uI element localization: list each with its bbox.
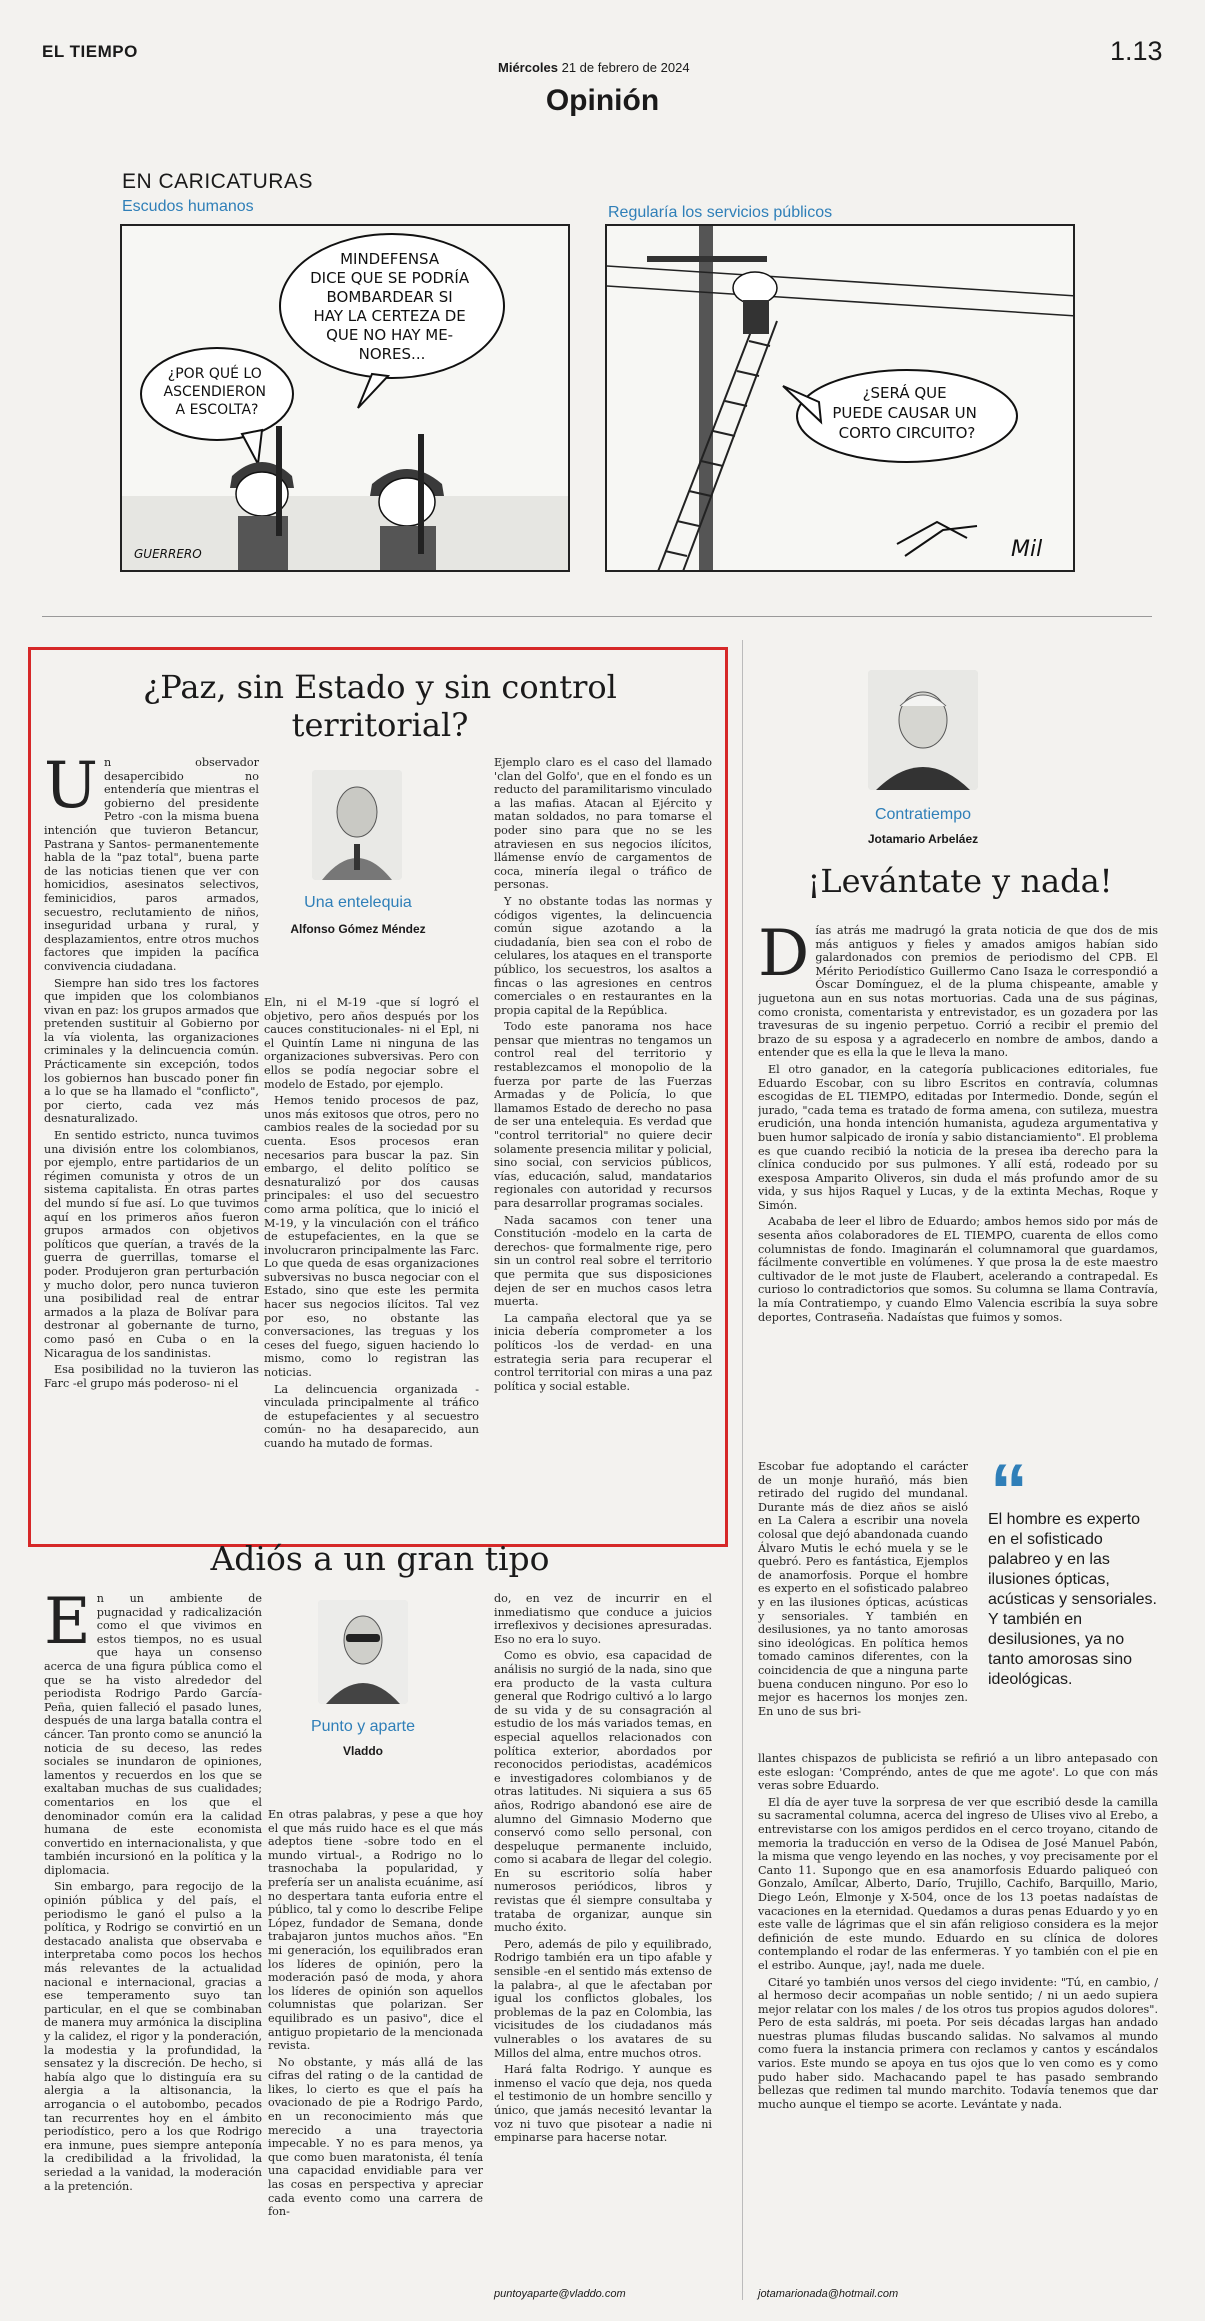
cartoon-right-title: Regularía los servicios públicos [608, 204, 833, 221]
adios-headline: Adiós a un gran tipo [210, 1539, 550, 1578]
paz-column-3 [494, 756, 712, 1536]
cartoon-right-drawing [607, 226, 1075, 572]
paz-c1-p4: Esa posibilidad no la tuvieron las Farc -el grupo más poderoso- ni el [44, 1363, 259, 1390]
quote-icon: “ [990, 1449, 1028, 1534]
paz-c2-p3: La delincuencia organizada -vinculada principalmente al tráfico de estupefacientes y al secuestro común- no ha desaparecido, aun cuando ha mutado de formas. [264, 1382, 479, 1450]
date-day: Miércoles [498, 60, 558, 75]
paz-c1-p3: En sentido estricto, nunca tuvimos una división entre los colombianos, por ejemplo, entre partidarios de un régimen comunista y otros de un sistema capitalista. En otras partes del mundo sí fue así. Lo que tuvimos aquí en los primeros años fueron grupos armados con objetivos políticos que querían, a través de la guerra de guerrillas, tomarse el poder. Produjeron gran perturbación y mucho dolor, pero nunca tuvieron una posibilidad real de entrar armados a la plaza de Bolívar para destronar al gobernante de turno, como pasó en Cuba o en la Nicaragua de los sandinistas. [44, 1129, 259, 1360]
lev-top-p3: Acababa de leer el libro de Eduardo; ambos hemos sido por más de sesenta años colaboradores de EL TIEMPO, cuarenta de ellos como columnistas de fondo. Imaginarán el columnamoral que guardamos, fácilmente convertible en volúmenes. Y que prosa la de este maestro cultivador de le mot juste de Flaubert, acelerando a contrapedal. Es curioso lo contradictorios que somos. Su columna se llama Contravía, la mía Contratiempo, y cuando Elmo Valencia escribía la suya sobre deportes, Contraseña. Nadaístas que fuimos y somos. [758, 1215, 1158, 1324]
bubble1-line3: BOMBARDEAR SI [326, 288, 453, 306]
author-photo-gomez [312, 770, 402, 880]
cartoon-left-signature: GUERRERO [134, 547, 202, 561]
newspaper-logo: EL TIEMPO [42, 42, 138, 61]
lev-bottom-p1: llantes chispazos de publicista se refirió a un libro antepasado con este eslogan: 'Compréndo, antes de que me agote'. Lo que con más veras sobre Eduardo. [758, 1752, 1158, 1793]
adios-column-1 [44, 1592, 262, 2282]
paz-c1-p1: n observador desapercibido no entendería que mientras el gobierno del presidente Petro -con la misma buena intención que tuvieron Betancur, Pastrana y Santos- permanentemente habla de la "paz total", buena parte de las noticias tienen que ver con homicidios, asesinatos selectivos, feminicidios, paros armados, secuestro, reclutamiento de niños, inseguridad urbana y rural, y desplazamientos, entre otros muchos factores que impiden la pacífica convivencia ciudadana. [44, 756, 259, 973]
lev-author: Jotamario Arbeláez [867, 832, 979, 846]
bubble3-line3: CORTO CIRCUITO? [838, 424, 976, 442]
paz-c2-p2: Hemos tenido procesos de paz, unos más exitosos que otros, pero no cambios reales de la sociedad por su cuenta. Esos procesos eran necesarios para buscar la paz. Sin embargo, el delito político se desnaturalizó por dos causas principales: el uso del secuestro como arma política, que lo inició el M-19, y la vinculación con el tráfico de estupefacientes, en la que se involucraron principalmente las Farc. Lo que queda de esas organizaciones subversivas no busca negociar con el Estado, sino que este les permita hacer sus negocios ilícitos. Tal vez por eso, no obstante las conversaciones, las treguas y los ceses del fuego, siguen haciendo lo mismo, como lo registran las noticias. [264, 1094, 479, 1380]
lev-column-narrow [758, 1460, 968, 1750]
paz-c1-p2: Siempre han sido tres los factores que impiden que los colombianos vivan en paz: los grupos armados que pretenden sustituir al Gobierno por la vía violenta, las organizaciones criminales y la delincuencia común. Prácticamente sin excepción, todos los gobiernos han buscado poner fin a lo que se ha llamado el "conflicto", por cierto, cada vez más desnaturalizado. [44, 976, 259, 1126]
lev-email[interactable]: jotamarionada@hotmail.com [758, 2288, 899, 2300]
cartoon-escudos-humanos [120, 224, 570, 572]
bubble1-line4: HAY LA CERTEZA DE [313, 307, 466, 325]
page-number: 1.13 [1110, 36, 1163, 66]
adios-column-2 [268, 1808, 483, 2282]
paz-column-name: Una entelequia [304, 894, 412, 911]
bubble3-line1: ¿SERÁ QUE [862, 384, 947, 402]
paz-c3-p1: Ejemplo claro es el caso del llamado 'clan del Golfo', que en el fondo es un reducto del paramilitarismo vinculado a las mafias. Atacan al Ejército y matan soldados, no para tomarse el poder sino para que no se les atraviesen en sus negocios ilícitos, llámense envío de cargamentos de coca, minería ilegal o tráfico de personas. [494, 756, 712, 892]
paz-dropcap: U [44, 756, 98, 823]
column-divider [742, 640, 743, 2300]
section-title: Opinión [545, 84, 660, 117]
adios-c1-p1: n un ambiente de pugnacidad y radicalización como el que vivimos en estos tiempos, no es usual que haya un consenso acerca de una figura pública como el que se ha visto alrededor del periodista Rodrigo Pardo García-Peña, quien falleció el pasado lunes, después de una larga batalla contra el cáncer. Tan pronto como se anunció la noticia de su deceso, las redes sociales se inundaron de opiniones, lamentos y recuerdos en los que se exaltaban muchas de sus cualidades; comentarios en los que el denominador común era la calidad humana de este economista convertido en internacionalista, y que también incursionó en la política y la diplomacia. [44, 1592, 262, 1877]
lev-top-p2: El otro ganador, en la categoría publicaciones editoriales, fue Eduardo Escobar, con su libro Escritos en contravía, columnas escogidas de EL TIEMPO, editadas por Intermedio. Donde, según el jurado, "cada tema es tratado de forma amena, con sutileza, muestra erudición, una honda intención humanista, agudeza argumentativa y buen humor salpicado de ironía y sabio distanciamiento". El problema es que cuando recibió la noticia de la presea iba derecho para la clínica conducido por sus pulmones. Y allí está, rodeado por su exesposa Amparito Oliveros, sin duda el más profundo amor de su vida, y sus hijos Raquel y Lucas, y de la extinta Mechas, Roque y Simón. [758, 1062, 1158, 1212]
paz-c3-p5: La campaña electoral que ya se inicia debería comprometer a los políticos -los de verdad- en una estrategia seria para recuperar el control territorial con miras a una paz política y social estable. [494, 1311, 712, 1393]
date-rest: 21 de febrero de 2024 [561, 60, 690, 75]
lev-narrow-p1: Escobar fue adoptando el carácter de un monje hurañó, más bien retirado del rugido del mundanal. Durante más de diez años se aisló en La Calera a escribir una novela colosal que dejó abandonada cuando Álvaro Mutis le echó muela y se le quebró. Pero es fantástica, Ejemplos de anamorfosis. Porque el hombre es experto en el sofisticado palabreo y en las ilusiones ópticas, acústicas y sensoriales. Y también en desilusiones, ya no tanto amorosas sino ideológicas. En política hemos tomado caminos diferentes, con la coincidencia de que a ninguna parte buena conducen ninguno. Por eso lo mejor es hacernos los monjes zen. En uno de sus bri- [758, 1460, 968, 1718]
bubble3-line2: PUEDE CAUSAR UN [832, 404, 977, 422]
adios-column-name: Punto y aparte [310, 1718, 416, 1735]
pull-quote: El hombre es experto en el sofisticado palabreo y en las ilusiones ópticas, acústicas y sensoriales. Y también en desilusiones, ya no tanto amorosas sino ideológicas. [988, 1511, 1157, 1688]
paz-column-1 [44, 756, 259, 1536]
lev-headline: ¡Levántate y nada! [807, 862, 1113, 900]
adios-c2-p2: No obstante, y más allá de las cifras del rating o de la cantidad de likes, lo cierto es que el país ha ovacionado de pie a Rodrigo Pardo, en un reconocimiento más que merecido a una trayectoria impecable. Y no es para menos, ya que como buen maratonista, él tenía una capacidad envidiable para ver las cosas en perspectiva y apreciar cada evento como una carrera de fon- [268, 2055, 483, 2219]
lev-top-p1: ías atrás me madrugó la grata noticia de que dos de mis más antiguos y fieles y amados amigos habían sido galardonados con premios de periodismo del CPB. El Mérito Periodístico Guillermo Cano Isaza le correspondió a Óscar Domínguez, el de la pluma chispeante, amable y juguetona aun en sus notas mortuorias. Cada una de sus páginas, como cronista, comentarista y entrevistador, es un gozadera por las travesuras de su ingenio perpetuo. Corrió a recibir el premio del brazo de su esposa y a agradecerlo en nombre de ambos, dando a entender que es ella la que le lleva la mano. [758, 924, 1158, 1060]
paz-c3-p2: Y no obstante todas las normas y códigos vigentes, la delincuencia común sigue azotando a la ciudadanía, bien sea con el robo de celulares, los ataques en el transporte público, los secuestros, los asaltos a fincas o las agresiones en centros comerciales o en restaurantes en la propia capital de la República. [494, 894, 712, 1017]
adios-c2-p1: En otras palabras, y pese a que hoy el que más ruido hace es el que más adeptos tiene -sobre todo en el mundo virtual-, a Rodrigo no lo trasnochaba la popularidad, y prefería ser un analista ecuánime, así no despertara tanta euforia entre el público, tal y como lo describe Felipe López, fundador de Semana, donde trabajaron juntos muchos años. "En mi generación, los equilibrados eran los líderes de opinión, pero la moderación pasó de moda, y ahora los líderes de opinión son aquellos columnistas que polarizan. Ser equilibrado es un pasivo", dice el antiguo propietario de la mencionada revista. [268, 1808, 483, 2053]
cartoon-right-signature: Mil [1011, 537, 1043, 562]
lev-bottom-p2: El día de ayer tuve la sorpresa de ver que escribió desde la camilla su sacramental columna, acerca del ingreso de Ulises vivo al Erebo, a entrevistarse con los amigos perdidos en el cerco troyano, citando de memoria la traducción en verso de la Odisea de José Manuel Pabón, la misma que vengo leyendo en las noches, y voy precisamente por el Canto 11. Supongo que en esa anamorfosis Eduardo paliqueó con Gonzalo, Amílcar, Alberto, Darío, Trujillo, Cachifo, Barquillo, Mario, Diego León, Elmonje y X-504, once de los 13 poetas nadaístas de vacaciones en la eternidad. Quedamos a duras penas Eduardo y yo en este valle de lágrimas que el sin afán religioso considera es la mejor definición de este mundo. Eduardo en su clínica de dolores contemplando el rodar de las enfermeras. Y yo también con el pie en el estribo. Aunque, ¡ay!, nada me duele. [758, 1795, 1158, 1972]
adios-email[interactable]: puntoyaparte@vladdo.com [494, 2288, 626, 2300]
cartoons-heading: EN CARICATURAS [122, 170, 313, 193]
paz-headline: ¿Paz, sin Estado y sin control territorial? [143, 668, 617, 744]
cartoon-left-title: Escudos humanos [122, 198, 254, 215]
bubble2-line1: ¿POR QUÉ LO [167, 366, 262, 382]
lev-column-name: Contratiempo [874, 806, 972, 823]
lev-column-bottom [758, 1752, 1158, 2274]
bubble1-line2: DICE QUE SE PODRÍA [310, 269, 470, 287]
adios-c3-p4: Hará falta Rodrigo. Y aunque es inmenso el vacío que deja, nos queda el testimonio de un hombre sencillo y único, que jamás necesitó levantar la voz ni tuvo que pisotear a nadie ni empinarse para hacerse notar. [494, 2063, 712, 2145]
issue-date [498, 60, 690, 75]
bubble1-line5: QUE NO HAY ME- [326, 326, 454, 344]
cartoon-divider [42, 616, 1152, 617]
author-photo-vladdo [318, 1600, 408, 1704]
adios-c3-p3: Pero, además de pilo y equilibrado, Rodrigo también era un tipo afable y sensible -en el sentido más extenso de la palabra-, al que le afectaban por igual los conflictos globales, los problemas de la paz en Colombia, las vicisitudes de los ciudadanos más vulnerables o los avatares de su Millos del alma, entre muchos otros. [494, 1937, 712, 2060]
adios-column-3 [494, 1592, 712, 2266]
paz-column-2 [264, 996, 479, 1536]
cartoon-left-drawing [122, 226, 570, 572]
adios-c3-p2: Como es obvio, esa capacidad de análisis no surgió de la nada, sino que era producto de la vasta cultura general que Rodrigo cultivó a lo largo de su vida y de su consagración al estudio de los más variados temas, en especial aquellos relacionados con política exterior, abordados por reconocidos periodistas, académicos e investigadores colombianos y de otras latitudes. Ni siquiera a sus 65 años, Rodrigo abandonó ese aire de alumno del Gimnasio Moderno que conservó como sello personal, con despeluque permanente incluido, como si acabara de llegar del colegio. En su escritorio solía haber numerosos periódicos, libros y revistas que él siempre consultaba y trataba de organizar, aunque sin mucho éxito. [494, 1649, 712, 1935]
paz-c3-p4: Nada sacamos con tener una Constitución -modelo en la carta de derechos- que formalmente rige, pero sin un control real sobre el territorio que permita que sus disposiciones dejen de ser en muchos casos letra muerta. [494, 1213, 712, 1309]
bubble1-line1: MINDEFENSA [340, 250, 440, 268]
bubble2-line2: ASCENDIERON [163, 384, 267, 400]
cartoon-servicios-publicos [605, 224, 1075, 572]
adios-c3-p1: do, en vez de incurrir en el inmediatismo que conduce a juicios irreflexivos y decisiones apresuradas. Eso no era lo suyo. [494, 1592, 712, 1646]
svg-text:¿POR QUÉ LO ASCENDIERON [164, 365, 271, 418]
adios-c1-p2: Sin embargo, para regocijo de la opinión pública y del país, el periodismo le ganó el pulso a la política, y Rodrigo se convirtió en un destacado analista que observaba e interpretaba como pocos los hechos más relevantes de la actualidad nacional e internacional, gracias a ese temperamento suyo tan particular, en el que se combinaban de manera muy armónica la disciplina y la calidez, el rigor y la ponderación, la modestia y la profundidad, la sensatez y la discreción. De hecho, si había algo que lo distinguía era su alergia a la altisonancia, la arrogancia o el autobombo, pecados tan recurrentes hoy en el ámbito periodístico, pero a los que Rodrigo era inmune, pues siempre anteponía la credibilidad a la frivolidad, la seriedad a la vanidad, la moderación a la pretención. [44, 1880, 262, 2193]
lev-column-top [758, 924, 1158, 1458]
paz-c2-p1: Eln, ni el M-19 -que sí logró el objetivo, pero años después por los cauces constitucionales- ni el Epl, ni el Quintín Lame ni ninguna de las organizaciones subversivas. Pero con ellos se podía negociar sobre el modelo de Estado, por ejemplo. [264, 996, 479, 1091]
bubble2-line3: A ESCOLTA? [175, 402, 259, 418]
adios-dropcap: E [44, 1592, 91, 1659]
lev-bottom-p3: Citaré yo también unos versos del ciego invidente: "Tú, en cambio, / al hermoso decir acompañas un noble sentido; / ni un aedo supiera mejor relatar con los males / de los otros tus propios agudos dolores". Pero de esta saldrás, mi poeta. Por seis décadas largas han andado nuestras plumas filudas buscando salidas. No salvamos al mundo como fuera la instancia primera con reclamos y cantos y escándalos varios. Este mundo se apoya en tus ojos que lo ven como es y como pudo haber sido. Machacando papel te has pasado sembrando bellezas que redimen tal mundo marchito. Todavía tenemos que dar mucho aunque el tiempo se acorte. Levántate y nada. [758, 1975, 1158, 2111]
adios-author: Vladdo [342, 1744, 383, 1758]
lev-dropcap: D [758, 924, 810, 991]
bubble1-line6: NORES... [358, 345, 426, 363]
author-photo-arbelaez [868, 670, 978, 790]
paz-author: Alfonso Gómez Méndez [290, 922, 426, 936]
paz-c3-p3: Todo este panorama nos hace pensar que mientras no tengamos un control real del territorio y restablezcamos el monopolio de la fuerza por parte de las Fuerzas Armadas y de Policía, lo que llamamos Estado de derecho no pasa de ser una entelequia. Es verdad que "control territorial" no quiere decir solamente presencia militar y policial, sino social, con servicios públicos, vías, educación, salud, mandatarios regionales con autoridad y recursos para desarrollar programas sociales. [494, 1020, 712, 1210]
